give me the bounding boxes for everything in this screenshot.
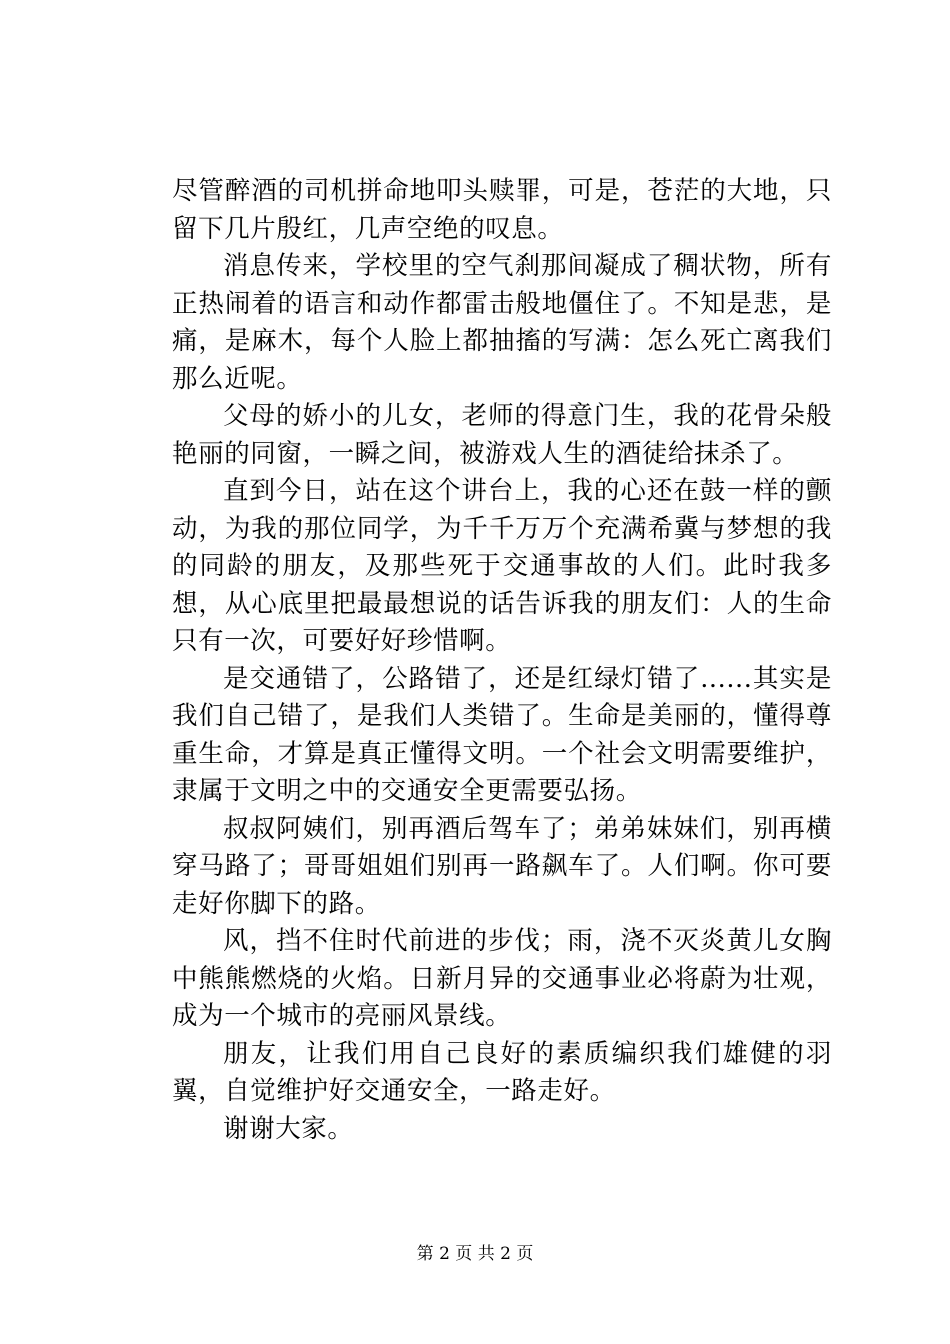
paragraph: 尽管醉酒的司机拼命地叩头赎罪，可是，苍茫的大地，只留下几片殷红，几声空绝的叹息。 bbox=[172, 176, 832, 244]
paragraph: 父母的娇小的儿女，老师的得意门生，我的花骨朵般艳丽的同窗，一瞬之间，被游戏人生的酒徒给抹杀了。 bbox=[172, 401, 832, 469]
paragraph: 叔叔阿姨们，别再酒后驾车了；弟弟妹妹们，别再横穿马路了；哥哥姐姐们别再一路飙车了。人们啊。你可要走好你脚下的路。 bbox=[172, 813, 832, 919]
page-number-footer: 第 2 页 共 2 页 bbox=[416, 1244, 534, 1264]
paragraph: 风，挡不住时代前进的步伐；雨，浇不灭炎黄儿女胸中熊熊燃烧的火焰。日新月异的交通事业必将蔚为壮观，成为一个城市的亮丽风景线。 bbox=[172, 926, 832, 1031]
document-body bbox=[172, 173, 832, 1148]
paragraph: 朋友，让我们用自己良好的素质编织我们雄健的羽翼，自觉维护好交通安全，一路走好。 bbox=[172, 1038, 832, 1106]
paragraph: 消息传来，学校里的空气刹那间凝成了稠状物，所有正热闹着的语言和动作都雷击般地僵住了。不知是悲，是痛，是麻木，每个人脸上都抽搐的写满：怎么死亡离我们那么近呢。 bbox=[172, 251, 832, 394]
paragraph: 直到今日，站在这个讲台上，我的心还在鼓一样的颤动，为我的那位同学，为千千万万个充满希冀与梦想的我的同龄的朋友，及那些死于交通事故的人们。此时我多想，从心底里把最最想说的话告诉我的朋友们：人的生命只有一次，可要好好珍惜啊。 bbox=[172, 476, 832, 656]
paragraph: 是交通错了，公路错了，还是红绿灯错了......其实是我们自己错了，是我们人类错了。生命是美丽的，懂得尊重生命，才算是真正懂得文明。一个社会文明需要维护，隶属于文明之中的交通安全更需要弘扬。 bbox=[172, 663, 832, 806]
paragraph: 谢谢大家。 bbox=[223, 1113, 354, 1144]
